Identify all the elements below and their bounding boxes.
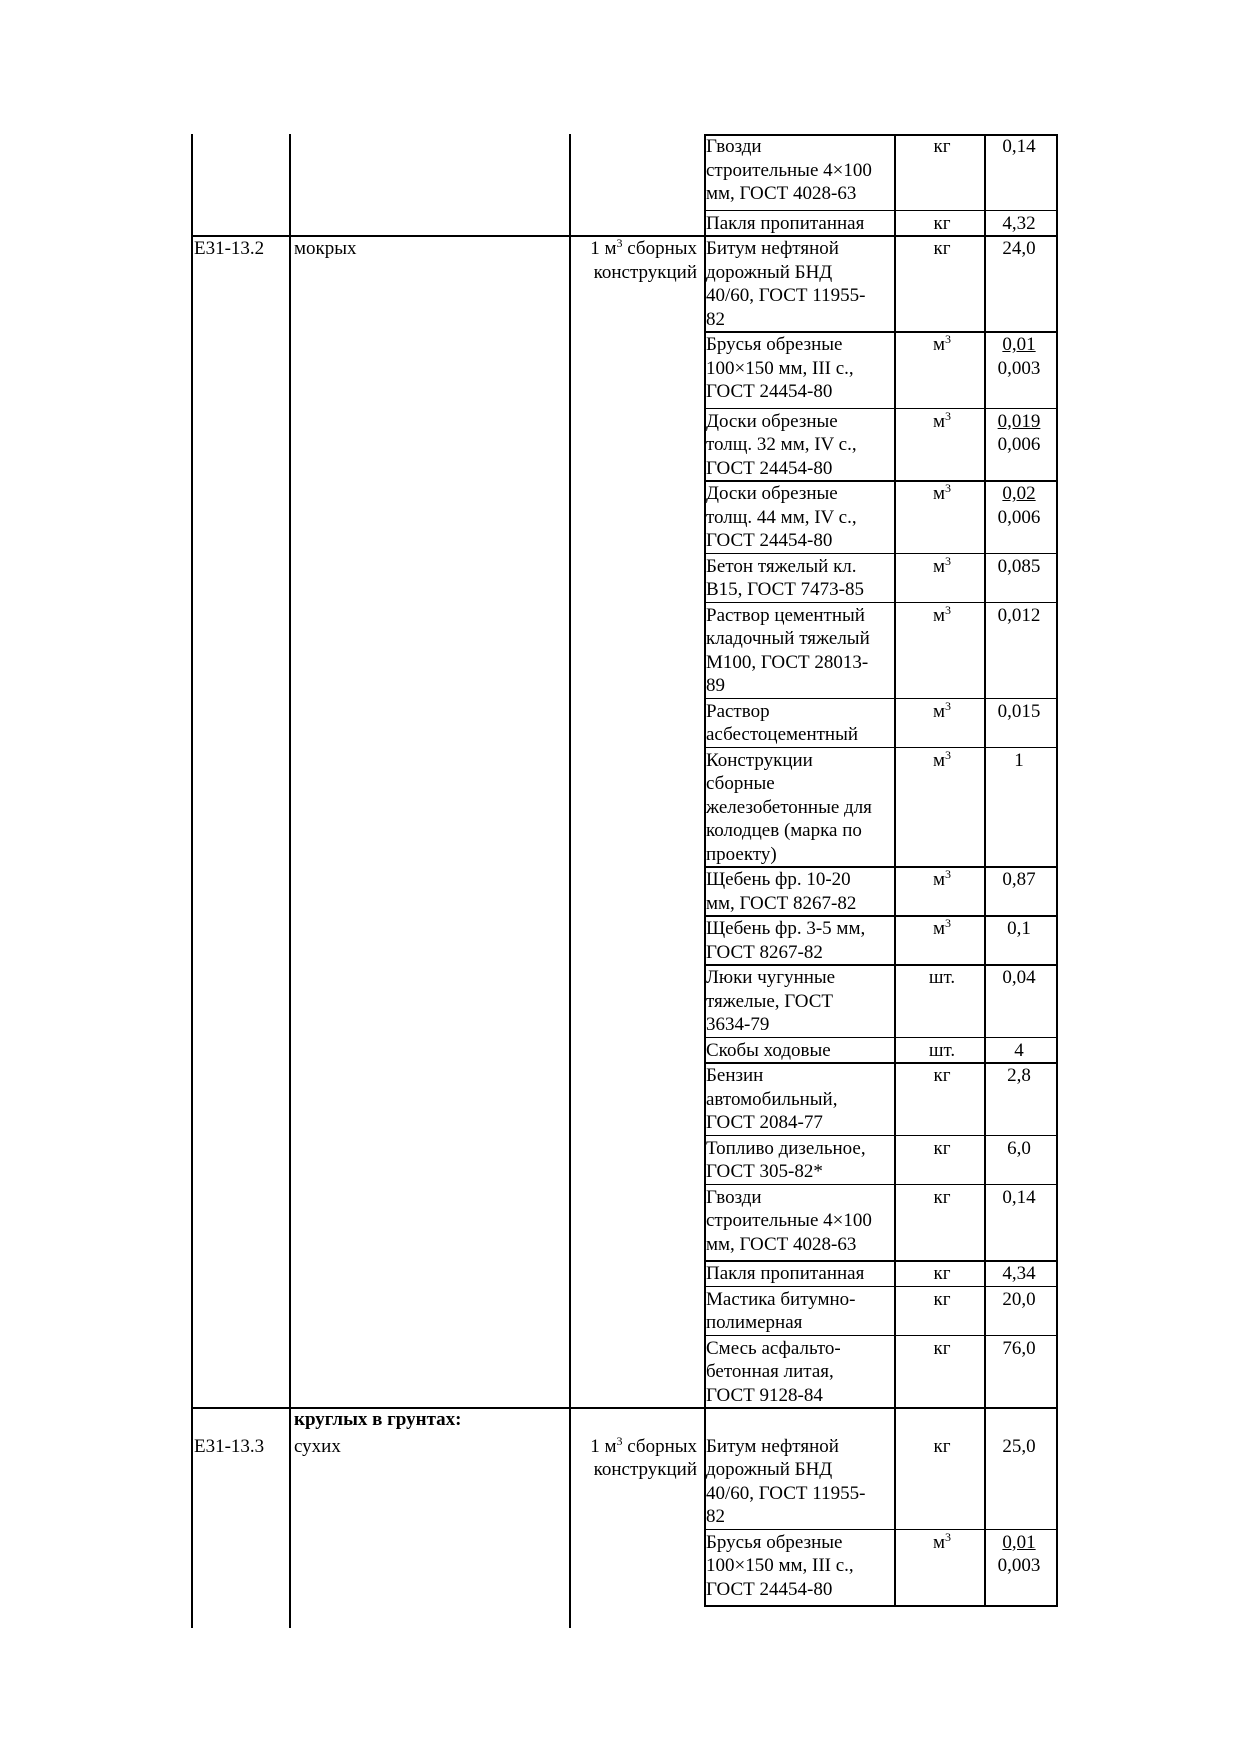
text-line: кладочный тяжелый <box>706 628 870 649</box>
norm-code: Е31-13.3 <box>194 1435 265 1457</box>
text-line: бетонная литая, <box>706 1361 834 1382</box>
unit-cell: кг <box>933 1263 951 1284</box>
quantity-cell <box>984 410 1054 457</box>
text-line: 40/60, ГОСТ 11955- <box>706 285 866 306</box>
measure-line: конструкций <box>593 1459 697 1480</box>
unit-cell: $м^3$ <box>932 867 952 890</box>
text-line: Раствор цементный <box>706 604 865 626</box>
qty-numerator: 0,01 <box>1002 1531 1036 1553</box>
text-line: 40/60, ГОСТ 11955- <box>706 1482 866 1504</box>
text-line: 100×150 мм, III с., <box>706 357 854 379</box>
text-line: Доски обрезные <box>706 483 838 504</box>
unit-superscript: 3 <box>945 602 952 617</box>
text-line: строительные 4×100 <box>706 1210 872 1231</box>
qty-denominator: 0,003 <box>997 1555 1041 1576</box>
text-line: Брусья обрезные <box>706 334 843 355</box>
unit-cell: кг <box>933 1065 951 1086</box>
quantity-cell: 20,0 <box>1002 1288 1036 1310</box>
text-line: дорожный БНД <box>706 261 833 283</box>
text-line: ГОСТ 24454-80 <box>706 381 833 402</box>
section-heading <box>294 1408 461 1432</box>
quantity-cell: 24,0 <box>1002 238 1036 259</box>
unit-superscript: 3 <box>945 1529 952 1544</box>
text-line: строительные 4×100 <box>706 159 872 181</box>
text-line: Топливо дизельное, <box>706 1137 866 1159</box>
table-rule <box>704 1605 1058 1607</box>
unit-cell: шт. <box>928 967 956 988</box>
unit-cell: $м^3$ <box>932 747 952 771</box>
quantity-cell: 25,0 <box>1002 1435 1036 1457</box>
table-rule <box>289 134 291 1628</box>
unit-cell: $м^3$ <box>932 916 952 939</box>
quantity-cell: 4,32 <box>1002 212 1036 234</box>
quantity-cell <box>984 1531 1054 1578</box>
text-line: Бензин <box>706 1065 764 1086</box>
measure-line: 1 $м^3$ сборных <box>590 236 697 259</box>
text-line: дорожный БНД <box>706 1459 833 1480</box>
text-line: Доски обрезные <box>706 410 838 432</box>
unit-cell: кг <box>933 238 951 259</box>
unit-cell: кг <box>933 1288 951 1310</box>
table-rule <box>704 1407 1058 1409</box>
unit-superscript: 3 <box>945 553 952 568</box>
table-rule <box>704 134 706 1606</box>
material-cell <box>706 868 892 915</box>
quantity-cell: 0,085 <box>997 555 1041 577</box>
text-line: Брусья обрезные <box>706 1531 843 1553</box>
quantity-cell: 0,1 <box>1007 918 1031 939</box>
material-cell <box>706 135 892 206</box>
norm-code: Е31-13.2 <box>194 238 265 259</box>
text-line: тяжелые, ГОСТ <box>706 990 834 1012</box>
material-cell <box>706 1288 892 1335</box>
text-line: Щебень фр. 3-5 мм, <box>706 918 866 939</box>
material-cell <box>706 604 892 698</box>
text-line: Конструкции <box>706 749 813 771</box>
text-line: Скобы ходовые <box>706 1039 831 1061</box>
text-line: 82 <box>706 1506 725 1527</box>
quantity-cell: 1 <box>1014 749 1024 771</box>
material-cell <box>706 237 892 331</box>
unit-cell: $м^3$ <box>932 481 952 504</box>
quantity-cell: 4,34 <box>1002 1263 1036 1284</box>
text-line: мм, ГОСТ 8267-82 <box>706 892 857 914</box>
material-cell <box>706 1186 892 1257</box>
material-cell <box>706 482 892 553</box>
unit-cell: кг <box>933 1435 951 1457</box>
table-rule <box>191 134 193 1628</box>
text-line: ГОСТ 24454-80 <box>706 457 833 479</box>
text-line: Пакля пропитанная <box>706 1263 865 1284</box>
text-line: Мастика битумно- <box>706 1288 856 1310</box>
qty-denominator: 0,003 <box>997 357 1041 379</box>
text-line: мм, ГОСТ 4028-63 <box>706 1233 857 1255</box>
unit-cell: $м^3$ <box>932 1529 952 1553</box>
text-line: автомобильный, <box>706 1088 838 1110</box>
unit-superscript: 3 <box>945 747 952 762</box>
text-line: ГОСТ 24454-80 <box>706 530 833 551</box>
text-line: Битум нефтяной <box>706 1435 839 1457</box>
text-line: 82 <box>706 308 725 330</box>
text-line: мм, ГОСТ 4028-63 <box>706 183 857 204</box>
unit-cell: $м^3$ <box>932 408 952 432</box>
quantity-cell: 2,8 <box>1007 1065 1031 1086</box>
material-cell <box>706 212 892 236</box>
unit-cell: $м^3$ <box>932 332 952 355</box>
unit-cell: кг <box>933 1186 951 1208</box>
unit-cell: шт. <box>928 1039 956 1061</box>
table-rule <box>569 134 571 1628</box>
text-line: колодцев (марка по <box>706 820 862 841</box>
unit-cell: кг <box>933 1137 951 1159</box>
material-cell <box>706 1039 892 1063</box>
unit-superscript: 3 <box>945 408 952 423</box>
material-cell <box>706 749 892 867</box>
table-rule <box>894 134 896 1606</box>
measure-line: конструкций <box>593 261 697 283</box>
qty-numerator: 0,019 <box>997 410 1041 432</box>
text-line: толщ. 44 мм, IV с., <box>706 506 857 528</box>
quantity-cell: 0,14 <box>1002 136 1036 157</box>
text-line: Пакля пропитанная <box>706 212 865 234</box>
table-rule <box>1056 134 1058 1606</box>
material-cell <box>706 966 892 1037</box>
text-line: Щебень фр. 10-20 <box>706 869 851 890</box>
text-line: проекту) <box>706 843 777 865</box>
unit-cell: кг <box>933 212 951 234</box>
unit-cell: кг <box>933 1337 951 1359</box>
material-cell <box>706 1531 892 1602</box>
unit-superscript: 3 <box>945 698 952 713</box>
text-line: 89 <box>706 675 725 696</box>
unit-cell: $м^3$ <box>932 698 952 722</box>
text-line: В15, ГОСТ 7473-85 <box>706 579 864 600</box>
quantity-cell: 0,04 <box>1002 967 1036 988</box>
material-cell <box>706 700 892 747</box>
text-line: ГОСТ 24454-80 <box>706 1578 833 1600</box>
material-cell <box>706 1064 892 1135</box>
measure-line: 1 $м^3$ сборных <box>590 1433 697 1457</box>
quantity-cell: 6,0 <box>1007 1137 1031 1159</box>
text-line: 100×150 мм, III с., <box>706 1555 854 1576</box>
text-line: ГОСТ 2084-77 <box>706 1112 823 1133</box>
material-cell <box>706 917 892 964</box>
quantity-cell: 0,87 <box>1002 869 1036 890</box>
text-line: полимерная <box>706 1312 803 1333</box>
material-cell <box>706 1337 892 1408</box>
text-line: Гвозди <box>706 136 762 157</box>
unit-cell: $м^3$ <box>932 553 952 577</box>
material-cell <box>706 333 892 404</box>
quantity-cell: 76,0 <box>1002 1337 1036 1359</box>
text-line: Бетон тяжелый кл. <box>706 555 857 577</box>
unit-superscript: 3 <box>945 481 952 495</box>
work-name: сухих <box>294 1435 341 1457</box>
text-line: Раствор <box>706 700 770 722</box>
material-cell <box>706 555 892 602</box>
unit-superscript: 3 <box>945 916 952 930</box>
text-line: железобетонные для <box>706 796 872 818</box>
measure-unit <box>569 1435 697 1482</box>
quantity-cell <box>984 482 1054 529</box>
unit-superscript: 3 <box>945 332 952 346</box>
section-heading-text: круглых в грунтах: <box>294 1409 462 1430</box>
qty-numerator: 0,02 <box>1002 483 1036 504</box>
quantity-cell: 0,012 <box>997 604 1041 626</box>
quantity-cell <box>984 333 1054 380</box>
text-line: М100, ГОСТ 28013- <box>706 651 869 673</box>
material-cell <box>706 1435 892 1529</box>
material-cell <box>706 410 892 481</box>
material-cell <box>706 1262 892 1286</box>
measure-unit <box>569 237 697 284</box>
text-line: Битум нефтяной <box>706 238 839 259</box>
text-line: ГОСТ 9128-84 <box>706 1384 823 1406</box>
text-line: сборные <box>706 773 775 794</box>
qty-denominator: 0,006 <box>997 506 1041 528</box>
text-line: Люки чугунные <box>706 967 836 988</box>
work-name: мокрых <box>294 238 357 259</box>
unit-cell: кг <box>933 136 951 157</box>
text-line: толщ. 32 мм, IV с., <box>706 434 857 455</box>
text-line: Смесь асфальто- <box>706 1337 841 1359</box>
unit-superscript: 3 <box>945 867 952 881</box>
text-line: Гвозди <box>706 1186 762 1208</box>
quantity-cell: 0,015 <box>997 700 1041 722</box>
qty-numerator: 0,01 <box>1002 334 1036 355</box>
text-line: ГОСТ 8267-82 <box>706 941 823 963</box>
table-rule <box>984 134 986 1606</box>
text-line: ГОСТ 305-82* <box>706 1161 823 1182</box>
unit-cell: $м^3$ <box>932 602 952 626</box>
qty-denominator: 0,006 <box>997 434 1041 455</box>
quantity-cell: 0,14 <box>1002 1186 1036 1208</box>
quantity-cell: 4 <box>1014 1039 1024 1061</box>
text-line: 3634-79 <box>706 1014 770 1035</box>
text-line: асбестоцементный <box>706 724 859 745</box>
material-cell <box>706 1137 892 1184</box>
